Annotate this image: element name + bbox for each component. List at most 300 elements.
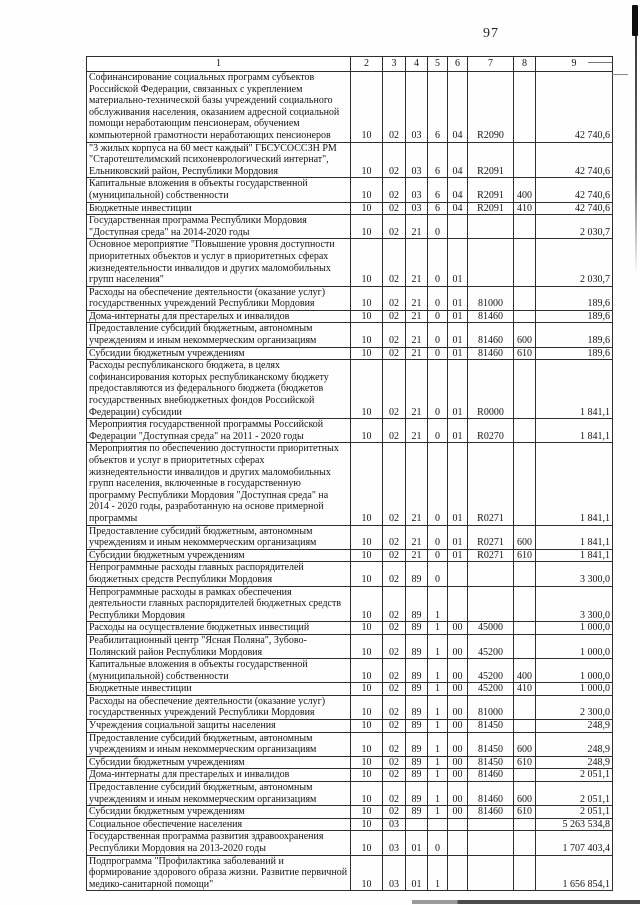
row-code: 89 [406,720,428,733]
row-code: 03 [383,855,406,891]
row-amount: 2 300,0 [536,695,613,719]
row-code: R0271 [468,525,514,549]
table-row [87,239,613,286]
row-amount: 2 051,1 [536,769,613,782]
row-amount: 189,6 [536,286,613,310]
row-amount: 1 000,0 [536,659,613,683]
row-label: Капитальные вложения в объекты государственной (муниципальной) собственности [87,659,351,683]
row-amount: 1 841,1 [536,360,613,419]
row-code: 00 [448,782,468,806]
table-row [87,525,613,549]
row-code: 89 [406,782,428,806]
row-code: 0 [428,323,448,347]
row-amount: 189,6 [536,347,613,360]
row-amount: 42 740,6 [536,202,613,215]
row-code: 02 [383,239,406,286]
row-code: 1 [428,695,448,719]
table-row [87,443,613,525]
table-row [87,142,613,178]
row-code: 81000 [468,695,514,719]
column-header: 2 [351,57,383,72]
row-code [468,239,514,286]
row-code: R0271 [468,549,514,562]
table-row [87,286,613,310]
row-label: Субсидии бюджетным учреждениям [87,347,351,360]
column-header: 1 [87,57,351,72]
row-label: Подпрограмма "Профилактика заболеваний и формирование здорового образа жизни. Развитие первичной медико-санитарной помощи" [87,855,351,891]
row-code [514,855,536,891]
row-label: Реабилитационный центр "Ясная Поляна", Зубово-Полянский район Республики Мордовия [87,634,351,658]
row-code: 89 [406,683,428,696]
row-amount: 42 740,6 [536,72,613,143]
row-code: 10 [351,549,383,562]
row-code: 89 [406,634,428,658]
table-row [87,634,613,658]
row-code [468,818,514,831]
row-code: 01 [406,855,428,891]
row-code: 400 [514,178,536,202]
row-code: 0 [428,286,448,310]
row-code: 00 [448,806,468,819]
row-code: 03 [406,202,428,215]
row-code [514,239,536,286]
row-code: 02 [383,622,406,635]
row-code: 02 [383,549,406,562]
row-code: 1 [428,586,448,622]
table-row [87,683,613,696]
row-amount: 42 740,6 [536,142,613,178]
row-code [514,831,536,855]
scan-edge-line [635,36,637,274]
row-code: 02 [383,142,406,178]
row-code: 10 [351,239,383,286]
row-code: 00 [448,720,468,733]
row-amount: 248,9 [536,720,613,733]
row-code: R2090 [468,72,514,143]
row-code: 10 [351,634,383,658]
row-code: R0271 [468,443,514,525]
row-code: 0 [428,360,448,419]
row-code: 02 [383,720,406,733]
row-code: 10 [351,72,383,143]
row-code [514,360,536,419]
row-label: Расходы на обеспечение деятельности (оказание услуг) государственных учреждений Республики Мордовия [87,695,351,719]
row-code: 01 [448,525,468,549]
row-code: 10 [351,622,383,635]
row-code: 10 [351,586,383,622]
row-label: Расходы на обеспечение деятельности (оказание услуг) государственных учреждений Республики Мордовия [87,286,351,310]
row-code: 0 [428,347,448,360]
row-code: 89 [406,756,428,769]
row-code: 10 [351,202,383,215]
row-code: 02 [383,683,406,696]
row-amount: 2 030,7 [536,215,613,239]
row-code: 89 [406,769,428,782]
row-code [514,142,536,178]
row-code: 600 [514,323,536,347]
row-code: 10 [351,562,383,586]
row-label: Основное мероприятие "Повышение уровня доступности приоритетных объектов и услуг в приоритетных сферах жизнедеятельности инвалидов и других маломобильных групп населения" [87,239,351,286]
row-code [468,831,514,855]
row-amount: 3 300,0 [536,586,613,622]
row-code: 10 [351,142,383,178]
row-code: 0 [428,215,448,239]
row-code: 21 [406,347,428,360]
row-amount: 189,6 [536,310,613,323]
row-code: 45000 [468,622,514,635]
row-amount: 42 740,6 [536,178,613,202]
row-code: 01 [448,286,468,310]
row-code: 02 [383,443,406,525]
row-code [428,818,448,831]
row-code: R2091 [468,202,514,215]
row-label: Дома-интернаты для престарелых и инвалидов [87,769,351,782]
row-code [514,720,536,733]
row-code: 1 [428,756,448,769]
row-code: 02 [383,72,406,143]
row-label: Предоставление субсидий бюджетным, автономным учреждениям и иным некоммерческим организациям [87,323,351,347]
row-code [448,818,468,831]
row-code [514,562,536,586]
table-row [87,782,613,806]
row-code: 21 [406,360,428,419]
row-code: 81460 [468,310,514,323]
row-code: 610 [514,756,536,769]
row-code: 00 [448,695,468,719]
column-header: 7 [468,57,514,72]
row-code: 10 [351,720,383,733]
row-code [514,586,536,622]
table-row [87,549,613,562]
table-row [87,732,613,756]
row-code: 1 [428,659,448,683]
row-code [514,818,536,831]
row-code: 6 [428,72,448,143]
row-amount: 248,9 [536,732,613,756]
row-code: 81000 [468,286,514,310]
row-code: 1 [428,806,448,819]
row-code [514,769,536,782]
table-row [87,347,613,360]
row-label: Софинансирование социальных программ субъектов Российской Федерации, связанных с укреплением материально-технической базы учреждений социального обслуживания населения, оказанием адресной социальной помощи неработающим пенсионерам, обучением компьютерной грамотности неработающих пенсионеров [87,72,351,143]
column-header: 4 [406,57,428,72]
row-code: R2091 [468,178,514,202]
row-label: Предоставление субсидий бюджетным, автономным учреждениям и иным некоммерческим организациям [87,732,351,756]
row-code: 10 [351,756,383,769]
row-label: Субсидии бюджетным учреждениям [87,549,351,562]
table-row [87,720,613,733]
row-label: Учреждения социальной защиты населения [87,720,351,733]
row-code: 0 [428,831,448,855]
table-row [87,831,613,855]
row-code: 81450 [468,756,514,769]
column-header: 3 [383,57,406,72]
row-code: 0 [428,419,448,443]
row-code: 45200 [468,683,514,696]
row-code [468,215,514,239]
row-amount: 3 300,0 [536,562,613,586]
row-amount: 5 263 534,8 [536,818,613,831]
row-code: 610 [514,549,536,562]
row-code [514,695,536,719]
table-row [87,659,613,683]
row-code: 02 [383,215,406,239]
row-code: 81460 [468,347,514,360]
table-row [87,769,613,782]
row-code: 1 [428,634,448,658]
table-row [87,178,613,202]
row-code: 02 [383,360,406,419]
row-code: 10 [351,286,383,310]
table-row [87,855,613,891]
row-code: 00 [448,756,468,769]
row-code: 04 [448,202,468,215]
row-code [448,586,468,622]
row-code: 600 [514,525,536,549]
scan-bottom-bar [412,900,640,904]
row-code: 02 [383,310,406,323]
row-amount: 1 841,1 [536,525,613,549]
row-amount: 1 000,0 [536,683,613,696]
row-code: 600 [514,782,536,806]
row-code: 10 [351,831,383,855]
row-label: Государственная программа Республики Мордовия "Доступная среда" на 2014-2020 годы [87,215,351,239]
row-amount: 1 000,0 [536,634,613,658]
row-code: 02 [383,202,406,215]
row-code: 89 [406,695,428,719]
row-label: Государственная программа развития здравоохранения Республики Мордовия на 2013-2020 годы [87,831,351,855]
row-code: 0 [428,562,448,586]
row-code: 600 [514,732,536,756]
row-code: 02 [383,782,406,806]
row-code [514,310,536,323]
row-label: Предоставление субсидий бюджетным, автономным учреждениям и иным некоммерческим организациям [87,525,351,549]
row-amount: 2 030,7 [536,239,613,286]
row-code: 01 [448,323,468,347]
row-label: Непрограммные расходы в рамках обеспечения деятельности главных распорядителей бюджетных средств Республики Мордовия [87,586,351,622]
row-code: 81460 [468,769,514,782]
row-code: 21 [406,215,428,239]
row-code [468,855,514,891]
row-code: 10 [351,215,383,239]
row-code: 00 [448,683,468,696]
table-row [87,806,613,819]
row-code: 1 [428,732,448,756]
row-code: 02 [383,695,406,719]
row-code: 10 [351,310,383,323]
column-header: 8 [514,57,536,72]
row-code: 10 [351,855,383,891]
budget-table [86,56,613,891]
row-label: Мероприятия по обеспечению доступности приоритетных объектов и услуг в приоритетных сферах жизнедеятельности инвалидов и других маломобильных групп населения, включенные в государственную программу Республики Мордовия "Доступная среда" на 2014 - 2020 годы, разработанную на основе примерной программы [87,443,351,525]
table-row [87,215,613,239]
row-code: 1 [428,622,448,635]
row-label: Субсидии бюджетным учреждениям [87,806,351,819]
row-code: 21 [406,286,428,310]
row-code: 410 [514,683,536,696]
row-code: 21 [406,310,428,323]
table-row [87,202,613,215]
row-code: 10 [351,659,383,683]
row-code: 10 [351,683,383,696]
row-code: 0 [428,443,448,525]
table-row [87,818,613,831]
row-code [468,586,514,622]
row-code: 81460 [468,806,514,819]
row-code: 10 [351,782,383,806]
table-row [87,323,613,347]
row-code: 02 [383,323,406,347]
table-row [87,622,613,635]
row-code: 81460 [468,782,514,806]
row-code: 45200 [468,634,514,658]
row-code: 02 [383,419,406,443]
row-code [448,831,468,855]
row-code: 02 [383,286,406,310]
row-code: 00 [448,659,468,683]
row-code: 0 [428,310,448,323]
row-code: 02 [383,347,406,360]
column-header: 9 [536,57,613,72]
row-code: 0 [428,549,448,562]
row-amount: 1 841,1 [536,419,613,443]
row-code: 10 [351,419,383,443]
row-code: 10 [351,443,383,525]
row-code: 02 [383,562,406,586]
row-amount: 1 707 403,4 [536,831,613,855]
row-amount: 2 051,1 [536,782,613,806]
row-code: 01 [448,549,468,562]
row-code: 89 [406,586,428,622]
row-label: Дома-интернаты для престарелых и инвалидов [87,310,351,323]
row-code [448,215,468,239]
row-code: 01 [406,831,428,855]
row-code: 10 [351,732,383,756]
row-code: 81450 [468,732,514,756]
row-code: 21 [406,239,428,286]
row-code: 610 [514,806,536,819]
row-code: 410 [514,202,536,215]
row-code [514,443,536,525]
table-row [87,360,613,419]
row-amount: 189,6 [536,323,613,347]
row-label: Предоставление субсидий бюджетным, автономным учреждениям и иным некоммерческим организациям [87,782,351,806]
row-amount: 1 000,0 [536,622,613,635]
row-amount: 1 841,1 [536,443,613,525]
row-label: Бюджетные инвестиции [87,683,351,696]
scan-noise-dash [588,62,612,63]
row-code: 03 [406,72,428,143]
scan-edge-mark [632,5,638,36]
page-number: 97 [483,26,499,41]
row-code: 02 [383,178,406,202]
row-code: 400 [514,659,536,683]
row-amount: 1 841,1 [536,549,613,562]
row-code: 610 [514,347,536,360]
row-code: 02 [383,756,406,769]
row-code: 21 [406,525,428,549]
table-row [87,562,613,586]
row-code: 00 [448,634,468,658]
row-code: 0 [428,525,448,549]
row-code: 10 [351,525,383,549]
row-code: 89 [406,732,428,756]
row-code: 03 [406,142,428,178]
row-label: Социальное обеспечение населения [87,818,351,831]
row-code: 04 [448,178,468,202]
scan-noise-dash [612,74,628,75]
row-code [514,634,536,658]
column-header: 6 [448,57,468,72]
row-code: 10 [351,347,383,360]
row-code: 6 [428,142,448,178]
row-code: 45200 [468,659,514,683]
row-code: 10 [351,323,383,347]
row-code: 10 [351,818,383,831]
row-code: 1 [428,720,448,733]
row-code: 04 [448,72,468,143]
table-row [87,756,613,769]
row-code: 01 [448,419,468,443]
row-label: Расходы республиканского бюджета, в целях софинансирования которых республиканскому бюджету предоставляются из федерального бюджета (бюджетов государственных внебюджетных фондов Российской Федерации) субсидии [87,360,351,419]
row-code: 10 [351,695,383,719]
row-code: 00 [448,732,468,756]
row-code: 1 [428,855,448,891]
row-code: 0 [428,239,448,286]
row-label: Капитальные вложения в объекты государственной (муниципальной) собственности [87,178,351,202]
row-code: 01 [448,347,468,360]
row-code [514,286,536,310]
row-amount: 1 656 854,1 [536,855,613,891]
row-code: 89 [406,806,428,819]
row-code: 21 [406,323,428,347]
row-amount: 2 051,1 [536,806,613,819]
row-code: 02 [383,525,406,549]
row-code [468,562,514,586]
table-row [87,586,613,622]
row-code: 89 [406,562,428,586]
table-row [87,695,613,719]
row-code: 10 [351,178,383,202]
row-code: 10 [351,360,383,419]
row-code: 21 [406,443,428,525]
row-label: Субсидии бюджетным учреждениям [87,756,351,769]
row-code: 81460 [468,323,514,347]
row-label: Бюджетные инвестиции [87,202,351,215]
row-label: Расходы на осуществление бюджетных инвестиций [87,622,351,635]
row-code [514,622,536,635]
row-code [514,72,536,143]
row-code [448,855,468,891]
row-code: 01 [448,443,468,525]
column-header: 5 [428,57,448,72]
row-code: 81450 [468,720,514,733]
row-code [406,818,428,831]
row-code: 00 [448,622,468,635]
row-code: 6 [428,178,448,202]
row-label: Непрограммные расходы главных распорядителей бюджетных средств Республики Мордовия [87,562,351,586]
row-code: 89 [406,622,428,635]
row-code: R0270 [468,419,514,443]
row-code [448,562,468,586]
row-code [514,419,536,443]
row-code: 00 [448,769,468,782]
row-code: 02 [383,586,406,622]
row-code: 02 [383,659,406,683]
row-label: "3 жилых корпуса на 60 мест каждый" ГБСУСОССЗН РМ "Старотештелимский психоневрологический интернат", Ельниковский район, Республики Мордовия [87,142,351,178]
row-amount: 248,9 [536,756,613,769]
row-code: 10 [351,806,383,819]
